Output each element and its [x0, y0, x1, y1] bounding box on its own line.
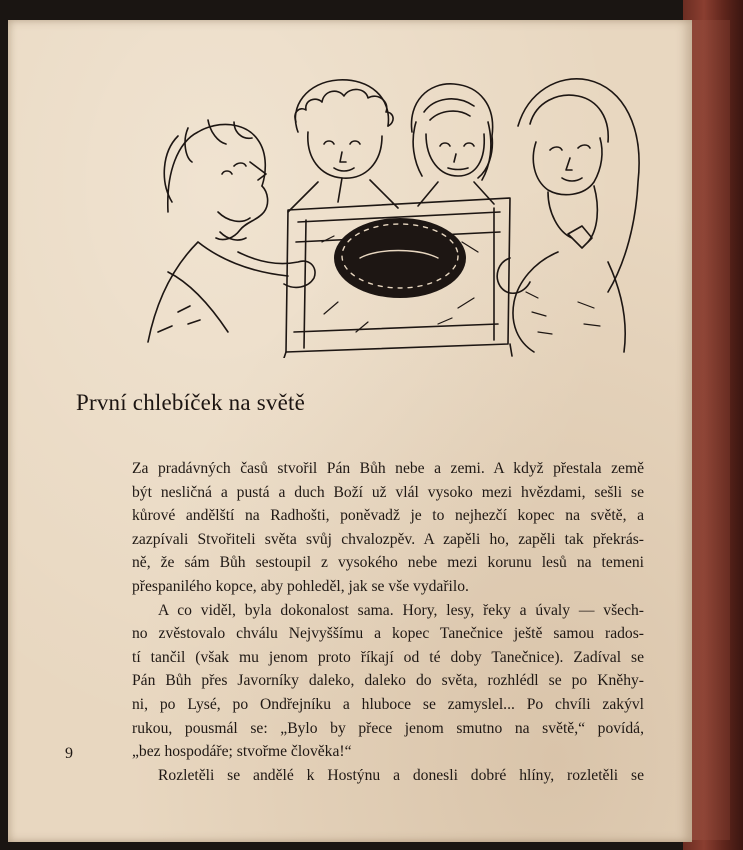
bread-board: [284, 198, 512, 358]
text-line: Pán Bůh přes Javorníky daleko, daleko do světa, rozhlédl se po Kněhy-: [132, 672, 644, 690]
text-line: rukou, pousmál se: „Bylo by přece jenom smutno na světě,“ povídá,: [132, 719, 644, 737]
text-line: no zvěstovalo chválu Nejvyššímu a kopec Tanečnice ještě samou rados-: [132, 625, 644, 643]
book-page: [8, 20, 692, 842]
text-line: tí tančil (však mu jenom proto říkají od té doby Tanečnice). Zadíval se: [132, 648, 644, 666]
chapter-title: První chlebíček na světě: [76, 390, 305, 415]
text-line: „bez hospodáře; stvořme člověka!“: [132, 743, 352, 761]
text-line: ni, po Lysé, po Ondřejníku a hluboce se zamyslel... Po chvíli zakývl: [132, 695, 644, 713]
girl-figure: [411, 84, 494, 206]
illustration-family-with-bread: [138, 62, 643, 358]
paragraph: [132, 764, 644, 788]
text-line: být nesličná a pustá a duch Boží už vlál vysoko mezi hvězdami, sešli se: [132, 483, 644, 501]
paragraph: [132, 599, 644, 764]
text-line: A co viděl, byla dokonalost sama. Hory, lesy, řeky a úvaly — všech-: [158, 601, 644, 619]
text-line: přespanilého kopce, aby pohleděl, jak se vše vydařilo.: [132, 577, 469, 595]
paragraph: [132, 457, 644, 599]
text-line: kůrové andělští na Radhošti, poněvadž je to nejhezčí kopec na světě, a: [132, 507, 644, 525]
book-spine-shadow: [690, 20, 730, 840]
text-line: ně, že sám Bůh sestoupil z vysokého nebe mezi korunu lesů na temeni: [132, 554, 644, 572]
boy-figure: [288, 80, 398, 212]
body-text: [132, 457, 644, 787]
page-number: 9: [65, 745, 73, 762]
text-line: Za pradávných časů stvořil Pán Bůh nebe a zemi. A když přestala země: [132, 460, 644, 477]
woman-figure: [497, 79, 639, 352]
bread-loaf: [334, 218, 466, 298]
text-line: zazpívali Stvořiteli světa svůj chvalozpěv. A zapěli ho, zapěli tak překrás-: [132, 530, 644, 548]
text-line: Rozletěli se andělé k Hostýnu a donesli dobré hlíny, rozletěli se: [158, 766, 644, 784]
old-man-figure: [148, 120, 315, 342]
